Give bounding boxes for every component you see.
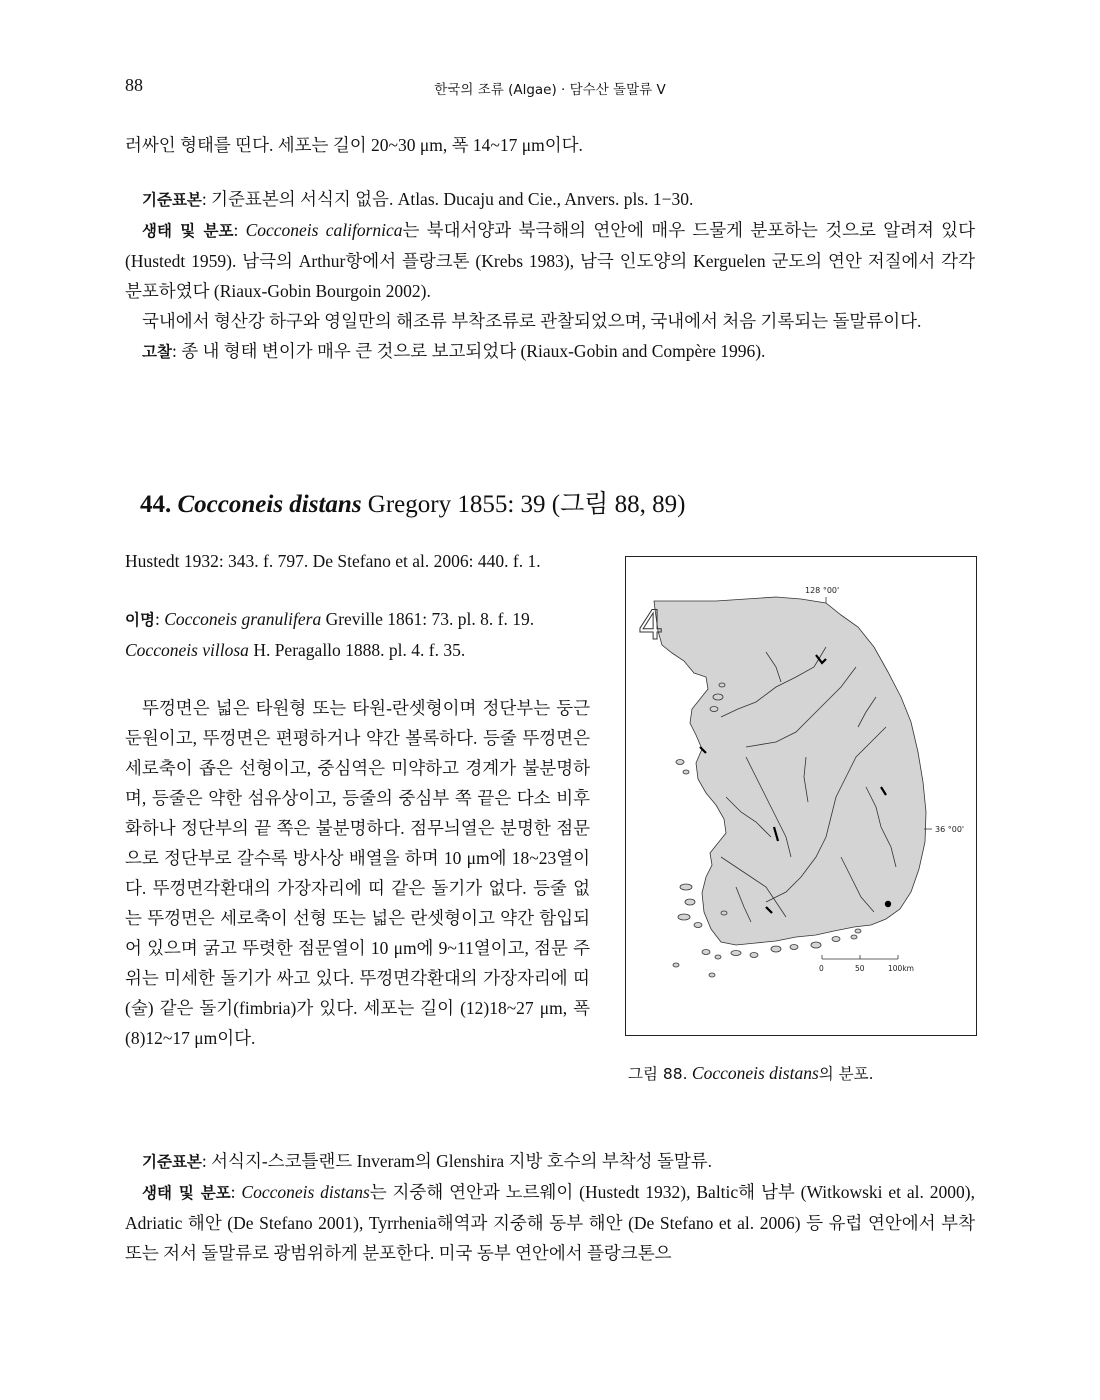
species-authority: Gregory 1855: 39 (그림 88, 89) <box>367 491 686 518</box>
page-number: 88 <box>125 75 143 95</box>
ecology-label: 생태 및 분포 <box>142 222 234 240</box>
type-specimen-paragraph <box>125 184 975 215</box>
top-section <box>125 130 975 367</box>
species-heading <box>140 484 686 520</box>
map-number: 4 <box>638 603 664 649</box>
remark-text: : 종 내 형태 변이가 매우 큰 것으로 보고되었다 (Riaux-Gobin and Compère 1996). <box>171 341 766 361</box>
collection-site-marker <box>885 901 891 907</box>
scale-bar <box>822 955 898 959</box>
synonym-1-text: Greville 1861: 73. pl. 8. f. 19. <box>325 609 535 629</box>
scale-label-0: 0 <box>819 964 824 973</box>
description: 뚜껑면은 넓은 타원형 또는 타원-란셋형이며 정단부는 둥근 둔원이고, 뚜껑면은 편평하거나 약간 볼록하다. 등줄 뚜껑면은 세로축이 좁은 선형이고, 중심역은 미약하고 경계가 불분명하며, 등줄은 약한 섬유상이고, 등줄의 중심부 쪽 끝은 다소 비후화하나 정단부의 끝 쪽은 불분명하다. 점무늬열은 분명한 점문으로 정단부로 갈수록 방사상 배열을 하며 10 μm에 18~23열이다. 뚜껑면각환대의 가장자리에 띠 같은 돌기가 없다. 등줄 없는 뚜껑면은 세로축이 선형 또는 넓은 란셋형이고 약간 함입되어 있으며 굵고 뚜렷한 점문열이 10 μm에 9~11열이고, 점문 주위는 미세한 돌기가 싸고 있다. 뚜껑면각환대의 가장자리에 띠(술) 같은 돌기(fimbria)가 있다. 세포는 길이 (12)18~27 μm, 폭 (8)12~17 μm이다. <box>125 698 590 1048</box>
type-specimen-text: : 기준표본의 서식지 없음. Atlas. Ducaju and Cie., Anvers. pls. 1−30. <box>201 189 694 209</box>
species-ecology-label: 생태 및 분포 <box>142 1184 231 1202</box>
species-type-text: : 서식지-스코틀랜드 Inveram의 Glenshira 지방 호수의 부착성 돌말류. <box>201 1151 713 1171</box>
species-number: 44. <box>140 491 172 518</box>
remark-label: 고찰 <box>142 343 172 361</box>
species-left-column <box>125 546 590 1053</box>
species-type-paragraph <box>125 1146 975 1177</box>
species-ecology-paragraph: 생태 및 분포: Cocconeis distans는 지중해 연안과 노르웨이 (Hustedt 1932), Baltic해 남부 (Witkowski et al. 2000), Adriatic 해안 (De Stefano 2001), Tyrrhenia해역과 지중해 동부 해안 (De Stefano et al. 2006) 등 유럽 연안에서 부착 또는 저서 돌말류로 광범위하게 분포한다. 미국 동부 연안에서 플랑크톤으 <box>125 1182 975 1263</box>
bottom-section <box>125 1146 975 1268</box>
scale-label-100km: 100km <box>888 964 914 973</box>
caption-suffix: 의 분포. <box>818 1065 874 1083</box>
latitude-label: 36 °00' <box>935 825 965 834</box>
running-title: 한국의 조류 (Algae) · 담수산 돌말류 V <box>434 82 666 98</box>
ecology-species: Cocconeis californica <box>245 220 403 240</box>
synonym-label: 이명 <box>125 611 155 629</box>
longitude-label: 128 °00' <box>805 586 840 595</box>
references: Hustedt 1932: 343. f. 797. De Stefano et al. 2006: 440. f. 1. <box>125 551 541 571</box>
species-type-label: 기준표본 <box>142 1153 202 1171</box>
ecology-text: 는 북대서양과 북극해의 연안에 매우 드물게 분포하는 것으로 알려져 있다 (Hustedt 1959). 남극의 Arthur항에서 플랑크톤 (Krebs 1983), 남극 인도양의 Kerguelen 군도의 연안 저질에서 각각 분포하였다 (Riaux-Gobin Bourgoin 2002). <box>125 220 975 301</box>
type-specimen-label: 기준표본 <box>142 191 202 209</box>
scale-label-50: 50 <box>855 964 865 973</box>
species-ecology-name: Cocconeis distans <box>241 1182 370 1202</box>
caption-prefix: 그림 88. <box>628 1065 688 1083</box>
synonym-2-text: H. Peragallo 1888. pl. 4. f. 35. <box>253 640 466 660</box>
korea-record-paragraph: 국내에서 형산강 하구와 영일만의 해조류 부착조류로 관찰되었으며, 국내에서 처음 기록되는 돌말류이다. <box>142 311 922 331</box>
species-ecology-text: 는 지중해 연안과 노르웨이 (Hustedt 1932), Baltic해 남부 (Witkowski et al. 2000), Adriatic 해안 (De Stefano 2001), Tyrrhenia해역과 지중해 동부 해안 (De Stefano et al. 2006) 등 유럽 연안에서 부착 또는 저서 돌말류로 광범위하게 분포한다. 미국 동부 연안에서 플랑크톤으 <box>125 1182 975 1263</box>
synonyms: 이명: Cocconeis granulifera Greville 1861: 73. pl. 8. f. 19. Cocconeis villosa H. Peragallo 1888. pl. 4. f. 35. <box>125 609 535 660</box>
species-name: Cocconeis distans <box>177 491 362 518</box>
synonym-1-name: Cocconeis granulifera <box>164 609 322 629</box>
caption-species: Cocconeis distans <box>691 1063 819 1083</box>
korea-landmass <box>654 597 926 945</box>
figure-caption <box>628 1062 874 1084</box>
synonym-2-name: Cocconeis villosa <box>125 640 249 660</box>
distribution-map <box>625 556 977 1036</box>
ecology-paragraph: 생태 및 분포: Cocconeis californica는 북대서양과 북극해의 연안에 매우 드물게 분포하는 것으로 알려져 있다 (Hustedt 1959). 남극의 Arthur항에서 플랑크톤 (Krebs 1983), 남극 인도양의 Kerguelen 군도의 연안 저질에서 각각 분포하였다 (Riaux-Gobin Bourgoin 2002). <box>125 220 975 301</box>
continuation-line: 러싸인 형태를 띤다. 세포는 길이 20~30 μm, 폭 14~17 μm이다. <box>125 135 583 155</box>
korea-map-svg <box>626 557 976 1035</box>
remark-paragraph <box>125 336 975 367</box>
